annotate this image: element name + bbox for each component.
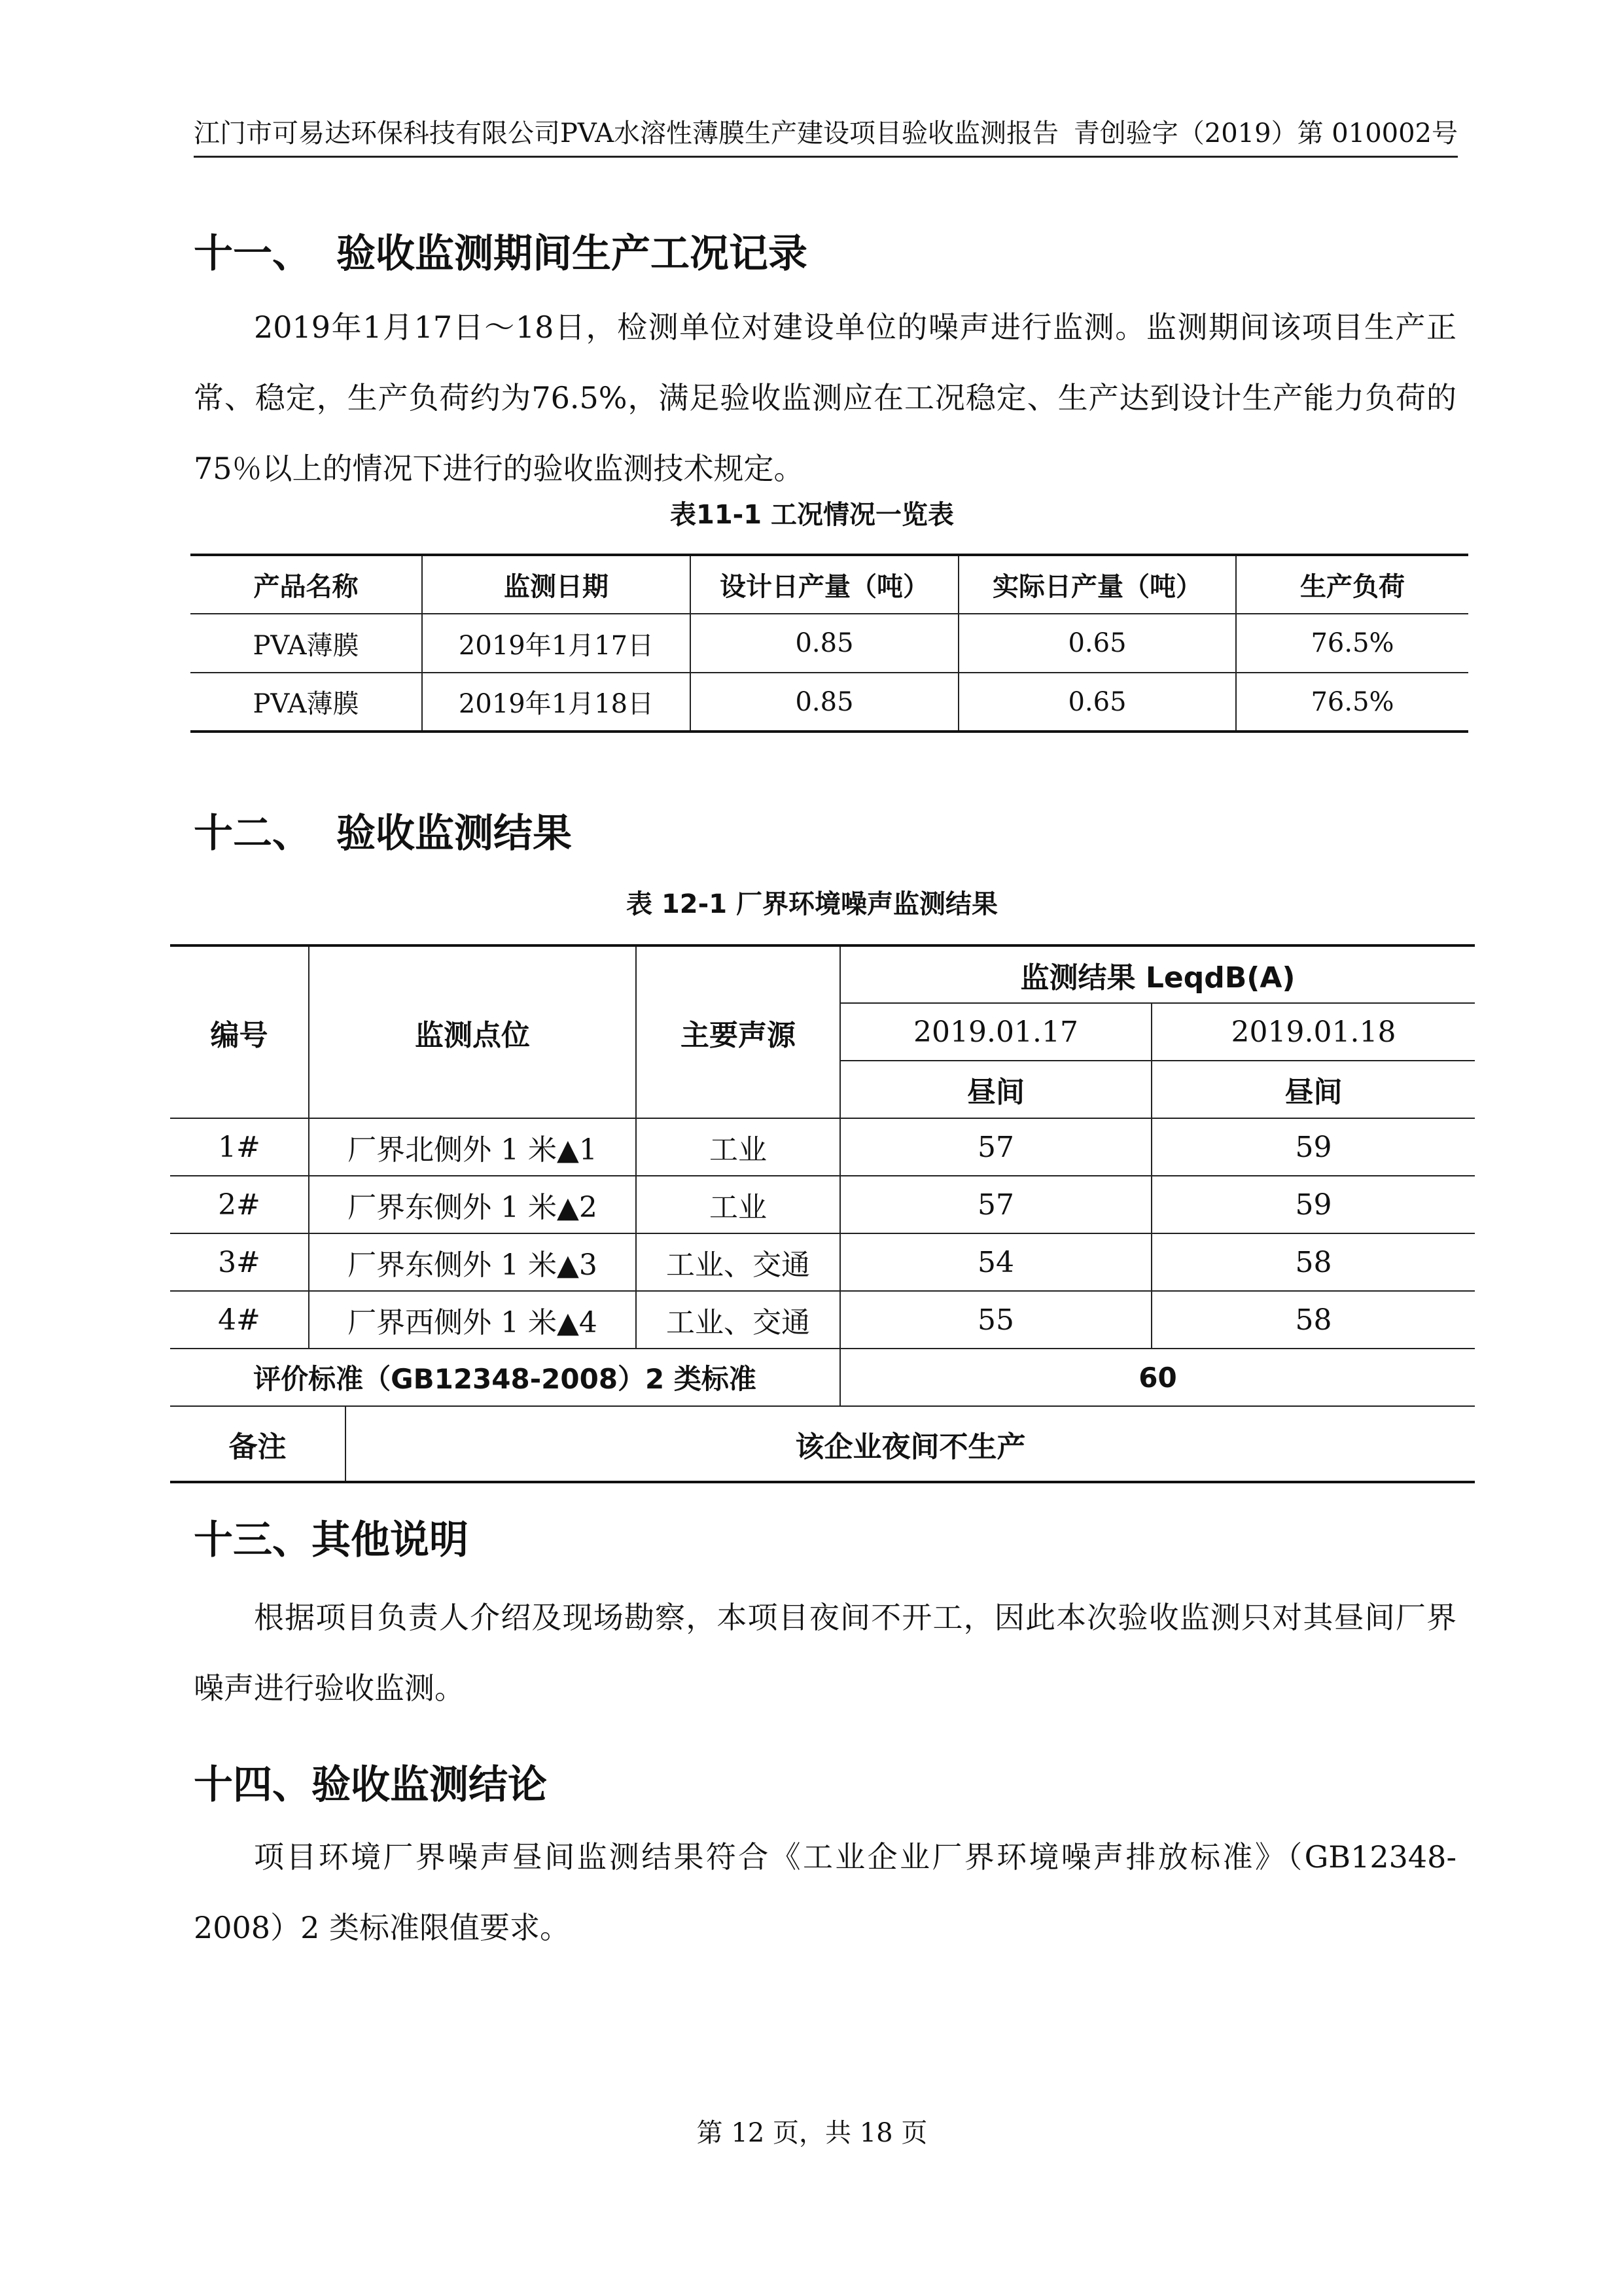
noise-monitoring-table [170,944,1475,1483]
cell-load: 76.5% [1236,673,1468,732]
table-12-1-caption: 表 12-1 厂界环境噪声监测结果 [626,889,998,919]
cell-design-output: 0.85 [690,673,959,732]
remark-label: 备注 [170,1406,345,1482]
cell-source: 工业、交通 [636,1291,840,1349]
cell-day1: 57 [840,1118,1152,1176]
standard-value: 60 [840,1349,1475,1406]
table-row [170,1176,1475,1233]
col-header-result: 监测结果 LeqdB(A) [840,945,1475,1003]
header-report-title: 江门市可易达环保科技有限公司PVA水溶性薄膜生产建设项目验收监测报告 [194,118,1059,149]
table-row [170,1233,1475,1291]
remark-value: 该企业夜间不生产 [345,1406,1475,1482]
cell-product: PVA薄膜 [190,673,422,732]
col-header-period-1: 昼间 [840,1061,1152,1118]
page-number: 第 12 页，共 18 页 [696,2118,928,2148]
col-header-source: 主要声源 [636,945,840,1118]
table-row [170,1291,1475,1349]
section-13-heading: 十三、其他说明 [194,1517,468,1563]
section-11-title: 验收监测期间生产工况记录 [336,231,807,277]
section-12-number: 十二、 [194,811,311,857]
cell-design-output: 0.85 [690,614,959,673]
section-12-title: 验收监测结果 [336,811,572,857]
col-header-product: 产品名称 [190,555,422,614]
table-row [170,1118,1475,1176]
cell-location: 厂界北侧外 1 米▲1 [309,1118,636,1176]
col-header-number: 编号 [170,945,309,1118]
cell-product: PVA薄膜 [190,614,422,673]
col-header-date-2: 2019.01.18 [1152,1003,1475,1061]
cell-number: 3# [170,1233,309,1291]
cell-day2: 59 [1152,1176,1475,1233]
col-header-design-output: 设计日产量（吨） [690,555,959,614]
cell-number: 2# [170,1176,309,1233]
cell-load: 76.5% [1236,614,1468,673]
section-12-heading [194,807,572,860]
col-header-actual-output: 实际日产量（吨） [959,555,1236,614]
production-condition-table [190,554,1468,733]
cell-source: 工业 [636,1176,840,1233]
cell-number: 4# [170,1291,309,1349]
cell-day2: 58 [1152,1291,1475,1349]
remark-row [170,1406,1475,1482]
cell-day1: 54 [840,1233,1152,1291]
section-13-paragraph: 根据项目负责人介绍及现场勘察，本项目夜间不开工，因此本次验收监测只对其昼间厂界噪声进行验收监测。 [194,1600,1456,1706]
col-header-date: 监测日期 [422,555,690,614]
cell-number: 1# [170,1118,309,1176]
cell-date: 2019年1月17日 [422,614,690,673]
cell-location: 厂界东侧外 1 米▲2 [309,1176,636,1233]
cell-source: 工业、交通 [636,1233,840,1291]
table-row [190,614,1468,673]
cell-day2: 59 [1152,1118,1475,1176]
page-header [194,115,1458,158]
section-11-number: 十一、 [194,231,311,277]
col-header-date-1: 2019.01.17 [840,1003,1152,1061]
section-14-heading: 十四、验收监测结论 [194,1762,547,1808]
standard-row [170,1349,1475,1406]
col-header-period-2: 昼间 [1152,1061,1475,1118]
cell-actual-output: 0.65 [959,673,1236,732]
header-report-number: 青创验字（2019）第 010002号 [1073,118,1458,149]
cell-day1: 57 [840,1176,1152,1233]
cell-day1: 55 [840,1291,1152,1349]
col-header-location: 监测点位 [309,945,636,1118]
table-header-row [170,945,1475,1003]
section-14-paragraph: 项目环境厂界噪声昼间监测结果符合《工业企业厂界环境噪声排放标准》（GB12348-2008）2 类标准限值要求。 [194,1839,1456,1945]
standard-label: 评价标准（GB12348-2008）2 类标准 [170,1349,840,1406]
table-11-1-caption: 表11-1 工况情况一览表 [669,500,955,530]
cell-day2: 58 [1152,1233,1475,1291]
table-row [190,673,1468,732]
cell-date: 2019年1月18日 [422,673,690,732]
section-11-paragraph: 2019年1月17日～18日，检测单位对建设单位的噪声进行监测。监测期间该项目生产正常、稳定，生产负荷约为76.5%，满足验收监测应在工况稳定、生产达到设计生产能力负荷的75％以上的情况下进行的验收监测技术规定。 [194,309,1456,486]
cell-source: 工业 [636,1118,840,1176]
table-header-row [190,555,1468,614]
col-header-load: 生产负荷 [1236,555,1468,614]
cell-actual-output: 0.65 [959,614,1236,673]
cell-location: 厂界东侧外 1 米▲3 [309,1233,636,1291]
section-11-heading [194,228,807,280]
cell-location: 厂界西侧外 1 米▲4 [309,1291,636,1349]
